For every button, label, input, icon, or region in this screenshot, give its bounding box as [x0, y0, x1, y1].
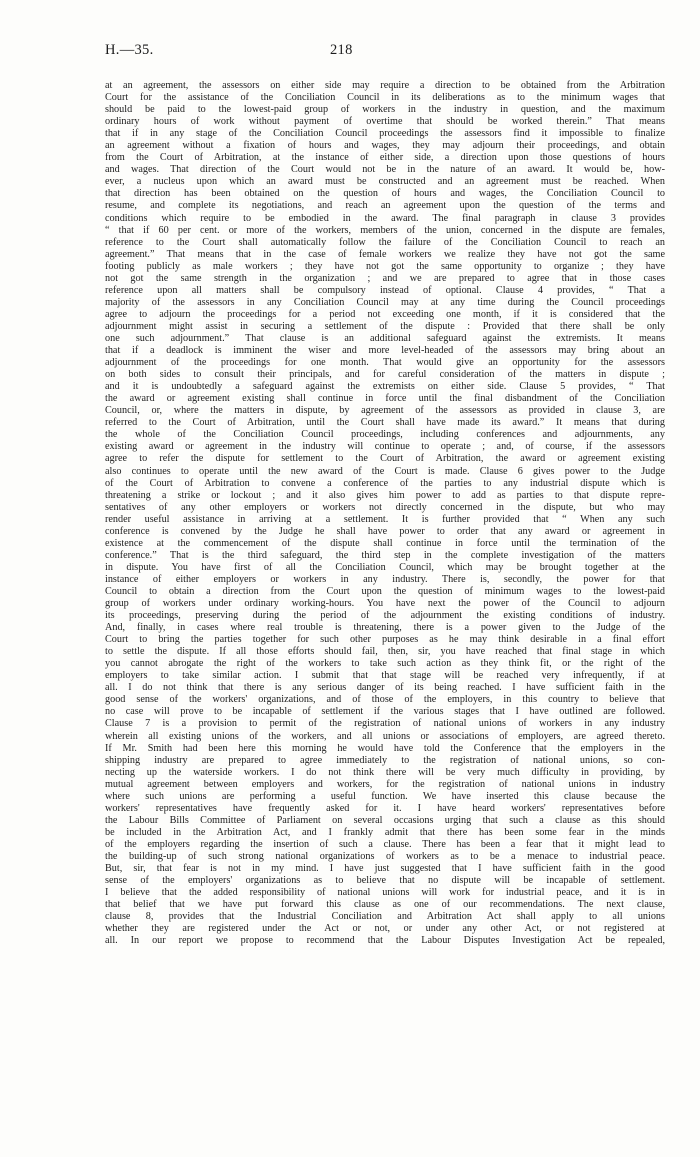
text-line: shipping industry are prepared to agree immediately to the registration of national unions, so con- [105, 754, 665, 766]
text-line: that belief that we have put forward this clause as one of our recommendations. The next clause, [105, 899, 665, 911]
text-line: that if in any stage of the Conciliation Council proceedings the assessors find it impossible to finalize [105, 128, 665, 140]
text-line: all. In our report we propose to recommend that the Labour Disputes Investigation Act be repealed, [105, 935, 665, 947]
text-line: ever, a nucleus upon which an award must be constructed and an agreement must be reached. When [105, 176, 665, 188]
text-line: workers' representatives have frequently asked for it. I have heard workers' representatives before [105, 802, 665, 814]
text-line: conditions which require to be embodied in the award. The final paragraph in clause 3 provides [105, 212, 665, 224]
text-line: reference upon all matters shall be compulsory instead of optional. Clause 4 provides, “ That a [105, 284, 665, 296]
text-line: Clause 7 is a provision to permit of the registration of national unions of workers in any industry [105, 718, 665, 730]
text-line: and wages. That direction of the Court would not be in the nature of an award. It would be, how- [105, 164, 665, 176]
text-line: good sense of the workers' organizations, and of those of the employers, in this country to believe that [105, 694, 665, 706]
text-line: wherein all existing unions of the workers, and all unions or associations of employers, are agreed thereto. [105, 730, 665, 742]
text-line: agreement.” That means that in the case of female workers we realize they have not got the same [105, 248, 665, 260]
text-line: “ that if 60 per cent. or more of the workers, members of the union, concerned in the dispute are females, [105, 224, 665, 236]
text-line: should be paid to the lowest-paid group of workers in the industry in question, and the maximum [105, 104, 665, 116]
text-line: of the Court of Arbitration to convene a conference of the parties to any industrial dispute which is [105, 477, 665, 489]
text-line: majority of the assessors in any Conciliation Council may at any time during the Council proceedings [105, 296, 665, 308]
text-line: at an agreement, the assessors on either side may require a direction to be obtained from the Arbitration [105, 80, 665, 91]
text-line: all. I do not think that there is any serious danger of its being reached. I have sufficient faith in the [105, 682, 665, 694]
text-line: one such adjournment.” That clause is an additional safeguard against the extremists. It means [105, 332, 665, 344]
text-line: also continues to operate until the new award of the Court is made. Clause 6 gives power to the Judge [105, 465, 665, 477]
text-line: where such unions are performing a useful function. We have inserted this clause because the [105, 790, 665, 802]
text-line: its proceedings, preserving during the period of the adjournment the existing conditions of industry. [105, 610, 665, 622]
text-line: of the employers regarding the insertion of such a clause. There has been a fear that it might lead to [105, 838, 665, 850]
text-line: sentatives of any other employers or workers not directly concerned in the dispute, but who may [105, 501, 665, 513]
text-line: Council to obtain a direction from the Court upon the question of minimum wages to the lowest-paid [105, 585, 665, 597]
text-line: be included in the Arbitration Act, and I frankly admit that there has been some fear in the minds [105, 826, 665, 838]
text-line: conference is convened by the Judge he shall have power to order that any award or agreement in [105, 525, 665, 537]
text-line: agree to adjourn the proceedings for a period not exceeding one month, if it is considered that the [105, 308, 665, 320]
text-line: that direction has been obtained on the question of hours and wages, the Conciliation Council to [105, 188, 665, 200]
text-line: Court for the assistance of the Conciliation Council in its deliberations as to the minimum wages that [105, 92, 665, 104]
text-line: referred to the Court of Arbitration, until the Court shall have made its award.” It means that during [105, 417, 665, 429]
text-line: footing publicly as male workers ; they have not got the same opportunity to organize ; they have [105, 260, 665, 272]
text-line: mutual agreement between employers and workers, for the registration of national unions in industry [105, 778, 665, 790]
text-line: adjournment of the proceedings for one month. That would give an opportunity for the assessors [105, 357, 665, 369]
text-line: agree to refer the dispute for settlement to the Court of Arbitration, the award or agreement existing [105, 453, 665, 465]
text-line: in dispute. You have first of all the Conciliation Council, which may be brought together at the [105, 561, 665, 573]
text-line: existing award or agreement in the industry will continue to operate ; and, of course, if the assessors [105, 441, 665, 453]
text-line: and it is undoubtedly a safeguard against the extremists on either side. Clause 5 provides, “ That [105, 381, 665, 393]
text-line: the award or agreement existing shall continue in force until the final disbandment of the Conciliation [105, 393, 665, 405]
text-line: But, sir, that fear is not in my mind. I have just suggested that I have sufficient faith in the good [105, 863, 665, 875]
text-line: whether they are registered under the Act or not, or under any other Act, or not registered at [105, 923, 665, 935]
body-text [105, 80, 665, 947]
text-line: on both sides to consult their principals, and for careful consideration of the matters in dispute ; [105, 369, 665, 381]
text-line: I believe that the added responsibility of national unions will work for industrial peace, and it is in [105, 887, 665, 899]
text-line: you cannot abrogate the right of the workers to take such action as they think fit, or the right of the [105, 658, 665, 670]
text-line: Court to bring the parties together for such other purposes as he may think desirable in a final effort [105, 634, 665, 646]
text-line: no case will prove to be incapable of settlement if the various stages that I have outlined are followed. [105, 706, 665, 718]
text-line: group of workers under ordinary working-hours. You have next the power of the Council to adjourn [105, 598, 665, 610]
text-line: the Labour Bills Committee of Parliament on several occasions urging that such a clause as this should [105, 814, 665, 826]
text-line: from the Court of Arbitration, at the instance of either side, a direction upon those questions of hours [105, 152, 665, 164]
text-line: ordinary hours of work without payment of overtime that should be worked therein.” That means [105, 116, 665, 128]
document-reference: H.—35. [105, 42, 154, 58]
text-line: adjournment might assist in securing a settlement of the dispute : Provided that there shall be only [105, 320, 665, 332]
text-line: render useful assistance in arriving at a settlement. It is further provided that “ When any such [105, 513, 665, 525]
text-line: If Mr. Smith had been here this morning he would have told the Conference that the employers in the [105, 742, 665, 754]
text-line: And, finally, in cases where real trouble is threatening, there is a power given to the Judge of the [105, 622, 665, 634]
text-line: an agreement without a fixation of hours and wages, they may adjourn their proceedings, and obtain [105, 140, 665, 152]
text-line: employers to take similar action. I submit that that stage will be reached very infrequently, if at [105, 670, 665, 682]
text-line: reference to the Court shall automatically follow the failure of the Conciliation Council to reach an [105, 236, 665, 248]
text-line: existence at the commencement of the dispute shall continue in force until the termination of the [105, 537, 665, 549]
text-line: not got the same strength in the organization ; and we are prepared to agree that in those cases [105, 272, 665, 284]
text-line: conference.” That is the third safeguard, the third step in the complete investigation of the matters [105, 549, 665, 561]
text-line: Council, or, where the matters in dispute, by agreement of the assessors as provided in clause 3, are [105, 405, 665, 417]
text-line: to settle the dispute. If all those efforts should fail, then, sir, you have reached that final stage in which [105, 646, 665, 658]
text-line: resume, and complete its negotiations, and reach an agreement upon the question of the terms and [105, 200, 665, 212]
text-line: sense of the employers' organizations as to believe that no dispute will be incapable of settlement. [105, 875, 665, 887]
text-line: threatening a strike or lockout ; and it also gives him power to add as parties to that dispute repre- [105, 489, 665, 501]
page-number: 218 [330, 42, 353, 58]
text-line: the building-up of such strong national organizations of workers as to be a menace to industrial peace. [105, 851, 665, 862]
text-line: that if a deadlock is imminent the wiser and more level-headed of the assessors may bring about an [105, 345, 665, 357]
text-line: clause 8, provides that the Industrial Conciliation and Arbitration Act shall apply to all unions [105, 911, 665, 923]
text-line: instance of either employers or workers in any industry. There is, secondly, the power for that [105, 573, 665, 585]
text-line: necting up the waterside workers. I do not think there will be very much difficulty in providing, by [105, 766, 665, 778]
text-line: the whole of the Conciliation Council proceedings, including conferences and adjournments, any [105, 429, 665, 441]
page-header [105, 42, 660, 64]
